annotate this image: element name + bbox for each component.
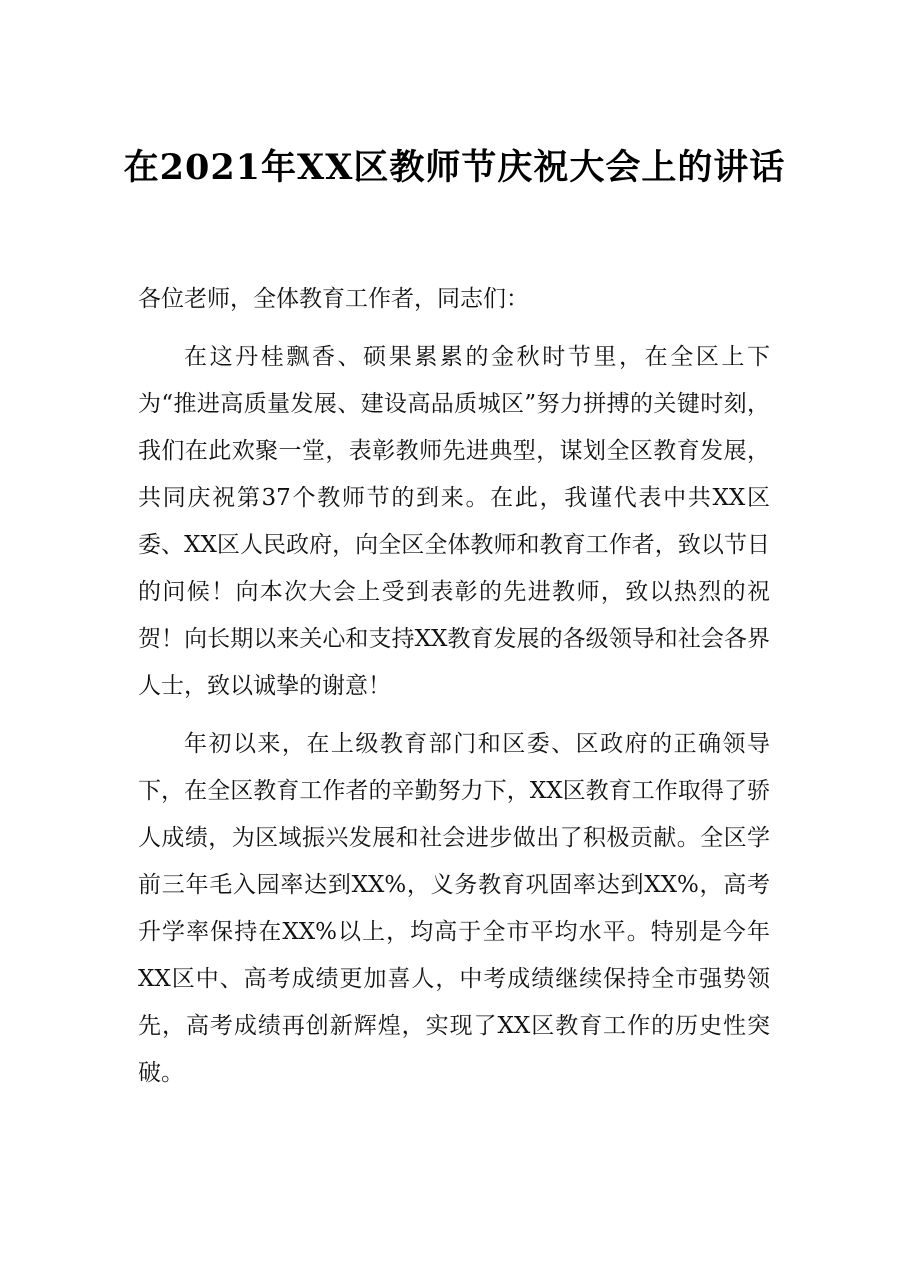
paragraph-1: 在这丹桂飘香、硕果累累的金秋时节里，在全区上下为“推进高质量发展、建设高品质城区”努力拼搏的关键时刻，我们在此欢聚一堂，表彰教师先进典型，谋划全区教育发展，共同庆祝第37个教师节的到来。在此，我谨代表中共XX区委、XX区人民政府，向全区全体教师和教育工作者，致以节日的问候！向本次大会上受到表彰的先进教师，致以热烈的祝贺！向长期以来关心和支持XX教育发展的各级领导和社会各界人士，致以诚挚的谢意！: [138, 344, 770, 699]
document-title: 在2021年XX区教师节庆祝大会上的讲话: [123, 147, 786, 188]
salutation: 各位老师，全体教育工作者，同志们：: [138, 286, 529, 312]
document-body: [138, 276, 770, 1108]
paragraph-2: 年初以来，在上级教育部门和区委、区政府的正确领导下，在全区教育工作者的辛勤努力下，XX区教育工作取得了骄人成绩，为区域振兴发展和社会进步做出了积极贡献。全区学前三年毛入园率达到XX%，义务教育巩固率达到XX%，高考升学率保持在XX%以上，均高于全市平均水平。特别是今年XX区中、高考成绩更加喜人，中考成绩继续保持全市强势领先，高考成绩再创新辉煌，实现了XX区教育工作的历史性突破。: [138, 731, 770, 1086]
